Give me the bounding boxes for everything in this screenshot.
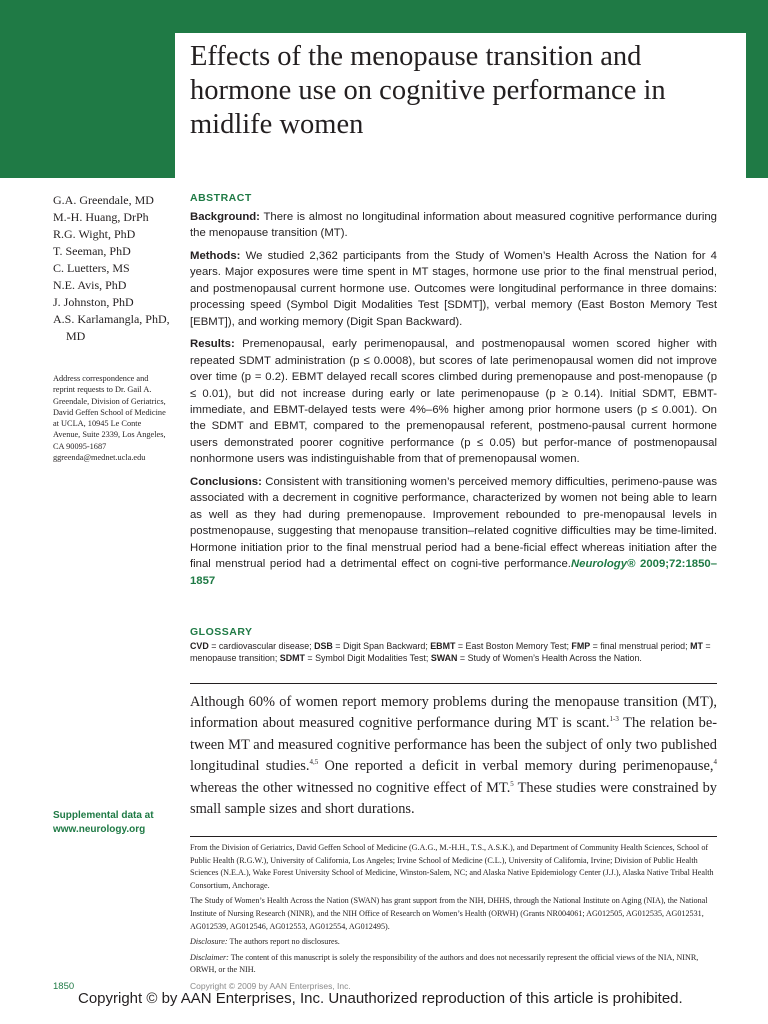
body-text-segment: whereas the other witnessed no cognitive effect of MT.	[190, 779, 511, 796]
glossary-abbr: FMP	[571, 641, 591, 651]
author-name: J. Johnston, PhD	[53, 295, 134, 309]
glossary-abbr: DSB	[314, 641, 333, 651]
page-number: 1850	[53, 981, 75, 992]
affiliations-footnote: From the Division of Geriatrics, David Geffen School of Medicine (G.A.G., M.-H.H., T.S., A.S.K.), and Department of Community Health Sciences, School of Public Health (R.G.W.), University of California, Los Angeles; Irvine School of Medicine (C.L.), University of California, Irvine; Division of Public Health Sciences (N.E.A.), Wake Forest University School of Medicine, Winston-Salem, NC; and Alaska Native Epidemiology Center (J.J.), Alaska Native Tribal Health Consortium, Anchorage.	[190, 843, 714, 890]
funding-footnote: The Study of Women’s Health Across the Nation (SWAN) has grant support from the NIH, DHHS, through the National Institute on Aging (NIA), the National Institute of Nursing Research (NINR), and the NIH Office of Research on Women’s Health (ORWH) (Grants NR004061; AG012505, AG012535, AG012531, AG012539, AG012546, AG012553, AG012554, AG012495).	[190, 896, 708, 931]
glossary-def: = final menstrual period;	[590, 641, 691, 651]
page-copyright: Copyright © 2009 by AAN Enterprises, Inc.	[190, 981, 351, 991]
glossary-def: = menopause transition;	[190, 641, 711, 663]
glossary-abbr: CVD	[190, 641, 209, 651]
author-name: R.G. Wight, PhD	[53, 227, 136, 241]
citation-journal: Neurology®	[570, 558, 636, 571]
conclusions-text: Consistent with transitioning women’s perceived memory difficulties, perimeno-pause was associated with a decrement in cognitive performance, characterized by women not being able to learn as well as they had during premenopause. Improvement rebounded to pre-menopausal levels in postmenopause, suggesting that menopause transition–related cognitive difficulties may be time-limited. Hormone initiation prior to the final menstrual period had a bene-ficial effect whereas initiation after the final menstrual period had a detrimental effect on cogni-tive performance.	[190, 475, 717, 571]
glossary-entries	[190, 640, 717, 664]
author-list	[53, 192, 181, 345]
results-label: Results:	[190, 338, 235, 351]
abstract-methods	[190, 248, 717, 330]
footnotes	[190, 842, 717, 980]
address-line: at UCLA, 10945 Le Conte	[53, 419, 142, 429]
author-name: C. Luetters, MS	[53, 261, 130, 275]
disclosure-footnote	[190, 936, 717, 949]
address-line: reprint requests to Dr. Gail A.	[53, 385, 152, 395]
conclusions-label: Conclusions:	[190, 475, 262, 488]
author-name: M.-H. Huang, DrPh	[53, 210, 149, 224]
glossary-def: = East Boston Memory Test;	[455, 641, 572, 651]
results-text: Premenopausal, early perimenopausal, and postmenopausal women scored higher with repeated SDMT administration (p ≤ 0.0008), but scores of late perimenopausal women did not improve over time (p = 0.2). EBMT delayed recall scores climbed during premenopause and post-menopause (p ≤ 0.01), but did not increase during early or late perimenopause (p ≥ 0.14). Initial SDMT, EBMT-immediate, and EBMT-delayed tests were 4%–6% higher among prior hormone users (p ≤ 0.001). On the SDMT and EBMT, compared to the premenopausal referent, postmeno-pausal current hormone users demonstrated poorer cognitive performance (p ≤ 0.05) but perfor-mance of postmenopausal nonhormone users was indistinguishable from that of premenopausal women.	[190, 338, 717, 466]
footnote-divider	[190, 836, 717, 837]
address-email[interactable]: ggreenda@mednet.ucla.edu	[53, 453, 146, 463]
glossary-abbr: SWAN	[430, 653, 458, 663]
abstract-heading: ABSTRACT	[190, 192, 252, 204]
abstract-results	[190, 336, 717, 468]
author-degree-continued: MD	[66, 329, 86, 343]
glossary-def: = Symbol Digit Modalities Test;	[304, 653, 431, 663]
abstract-background	[190, 209, 717, 242]
body-text-segment: The relation be-tween MT and measured cognitive performance has been the subject of only two published longitudinal studies.	[190, 715, 718, 775]
correspondence-address	[53, 373, 179, 463]
reference-marker[interactable]: 4	[713, 758, 717, 767]
glossary-abbr: SDMT	[279, 653, 305, 663]
disclosure-text: The authors report no disclosures.	[227, 937, 340, 947]
address-line: CA 90095-1687	[53, 441, 107, 451]
disclaimer-label: Disclaimer:	[190, 952, 229, 962]
disclaimer-footnote	[190, 952, 717, 977]
abstract-conclusions	[190, 474, 717, 589]
reference-marker[interactable]: 5	[510, 779, 514, 788]
glossary-section	[190, 626, 717, 664]
methods-text: We studied 2,362 participants from the Study of Women’s Health Across the Nation for 4 years. Major exposures were time spent in MT stages, hormone use prior to the final menstrual period, and postmenopausal current hormone use. Outcomes were longitudinal performance in three domains: processing speed (Symbol Digit Modalities Test [SDMT]), verbal memory (East Boston Memory Test [EBMT]), and working memory (Digit Span Backward).	[190, 249, 717, 328]
glossary-abbr: EBMT	[430, 641, 456, 651]
supplemental-label: Supplemental data at	[53, 810, 154, 821]
article-title: Effects of the menopause transition and hormone use on cognitive performance in midlife women	[190, 41, 666, 140]
background-text: There is almost no longitudinal information about measured cognitive performance during the menopause transition (MT).	[190, 211, 717, 240]
supplemental-data-link[interactable]	[53, 809, 183, 836]
author-name: N.E. Avis, PhD	[53, 278, 127, 292]
body-paragraph	[190, 692, 717, 820]
abstract-section	[190, 192, 717, 595]
copyright-notice: Copyright © by AAN Enterprises, Inc. Unauthorized reproduction of this article is prohibited.	[78, 990, 683, 1007]
reference-marker[interactable]: 4,5	[309, 758, 319, 767]
supplemental-url[interactable]: www.neurology.org	[53, 823, 146, 835]
glossary-def: = Study of Women’s Health Across the Nation.	[457, 653, 642, 663]
section-divider	[190, 683, 717, 684]
address-line: David Geffen School of Medicine	[53, 407, 166, 417]
body-text-segment: One reported a deficit in verbal memory during perimenopause,	[318, 758, 714, 775]
disclaimer-text: The content of this manuscript is solely the responsibility of the authors and does not necessarily represent the official views of the NIA, NINR, ORWH, or the NIH.	[190, 952, 699, 975]
methods-label: Methods:	[190, 249, 241, 262]
body-text-segment: These studies were constrained by small sample sizes and short durations.	[190, 779, 717, 818]
reference-marker[interactable]: 1-3	[609, 715, 619, 724]
glossary-abbr: MT	[690, 641, 703, 651]
background-label: Background:	[190, 211, 260, 223]
citation-volume: 2009;72:1850–1857	[190, 558, 717, 587]
author-name: T. Seeman, PhD	[53, 244, 131, 258]
address-line: Greendale, Division of Geriatrics,	[53, 396, 166, 406]
address-line: Avenue, Suite 2339, Los Angeles,	[53, 430, 166, 440]
body-text-segment: Although 60% of women report memory problems during the menopause transition (MT), information about measured cognitive performance during MT is scant.	[190, 694, 717, 732]
author-name: G.A. Greendale, MD	[53, 193, 154, 207]
disclosure-label: Disclosure:	[190, 937, 228, 947]
author-name: A.S. Karlamangla, PhD,	[53, 312, 170, 326]
glossary-heading: GLOSSARY	[190, 626, 253, 638]
address-line: Address correspondence and	[53, 374, 149, 383]
glossary-def: = cardiovascular disease;	[208, 641, 315, 651]
glossary-def: = Digit Span Backward;	[332, 641, 431, 651]
